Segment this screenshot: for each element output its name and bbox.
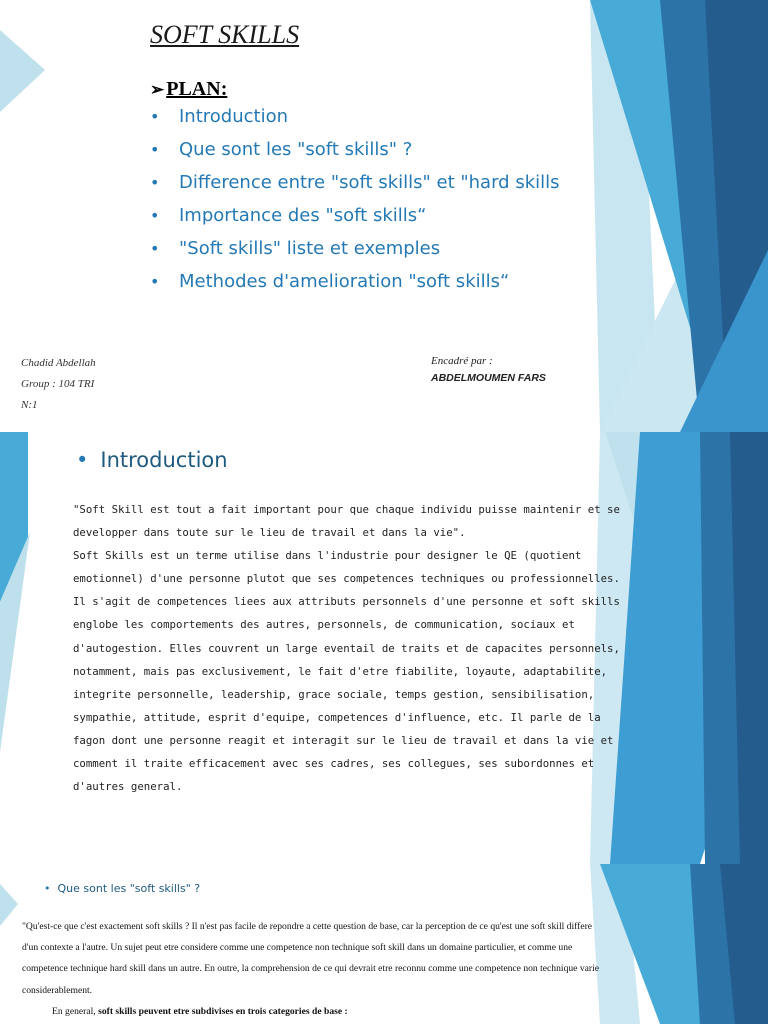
bullet-icon: •	[150, 272, 160, 291]
categories-intro: En general,	[52, 1005, 99, 1017]
plan-item	[150, 100, 560, 133]
plan-item-text: Difference entre "soft skills" et "hard skills	[179, 172, 560, 193]
presentation-title: SOFT SKILLS	[150, 20, 300, 49]
paragraph: Soft Skills est un terme utilise dans l'industrie pour designer le QE (quotient emotionnel) d'une personne plutot que ses competences techniques ou professionnelles.	[73, 549, 620, 586]
slide-definition	[0, 864, 768, 1024]
bullet-icon: •	[150, 173, 160, 192]
plan-item	[150, 232, 560, 265]
bullet-icon: •	[150, 239, 160, 258]
definition-body	[22, 916, 610, 1022]
plan-item-text: Importance des "soft skills“	[179, 205, 427, 226]
slide-introduction	[0, 432, 768, 864]
categories-bold: soft skills peuvent etre subdivises en trois categories de base :	[98, 1005, 348, 1017]
section-heading	[76, 448, 228, 472]
bullet-icon: •	[76, 448, 89, 472]
introduction-body	[73, 498, 621, 798]
plan-label: PLAN:	[166, 78, 228, 100]
bullet-icon: •	[44, 882, 51, 895]
plan-item	[150, 199, 560, 232]
bullet-icon: •	[150, 107, 160, 126]
deco-left-light-triangle	[0, 30, 45, 112]
paragraph-categories	[22, 1001, 610, 1022]
bullet-icon: •	[150, 206, 160, 225]
section-heading-text: Introduction	[100, 448, 228, 472]
author-info	[21, 353, 96, 416]
plan-item-text: Introduction	[179, 106, 289, 127]
bullet-icon: •	[150, 140, 160, 159]
plan-item	[150, 133, 560, 166]
slide-plan	[0, 0, 768, 432]
arrow-bullet-icon: ➢	[150, 80, 165, 99]
section-heading	[44, 882, 200, 895]
plan-item	[150, 166, 560, 199]
author-group: Group : 104 TRI	[21, 378, 95, 390]
author-name: Chadid Abdellah	[21, 357, 96, 369]
paragraph: "Qu'est-ce que c'est exactement soft skills ? Il n'est pas facile de repondre a cette question de base, car la perception de ce qu'est une soft skill differe d'un contexte a l'autre. Un sujet peut etre considere comme une competence non technique soft skill dans un domaine particulier, et comme une competence technique hard skill dans un autre. En outre, la comprehension de ce qui devrait etre reconnu comme une competence non technique varie considerablement.	[22, 921, 599, 996]
plan-heading	[150, 78, 227, 101]
plan-item-text: Que sont les "soft skills" ?	[179, 139, 413, 160]
paragraph: Il s'agit de competences liees aux attributs personnels d'une personne et soft skills englobe les comportements des autres, personnels, de communication, sociaux et d'autogestion. Elles couvrent un large eventail de traits et de capacites personnels, notamment, mais pas exclusivement, le fait d'etre fiabilite, loyaute, adaptabilite, integrite personnelle, leadership, grace sociale, temps gestion, sensibilisation, sympathie, attitude, esprit d'equipe, competences d'influence, etc. Il parle de la fagon dont une personne reagit et interagit sur le lieu de travail et dans la vie et comment il traite efficacement avec ses cadres, ses collegues, ses subordonnes et d'autres general.	[73, 595, 620, 794]
supervisor-name: ABDELMOUMEN FARS	[431, 372, 546, 384]
section-heading-text: Que sont les "soft skills" ?	[57, 882, 201, 895]
deco-left-light-triangle	[0, 884, 18, 926]
paragraph: "Soft Skill est tout a fait important pour que chaque individu puisse maintenir et se developper dans toute sur le lieu de travail et dans la vie".	[73, 503, 620, 540]
plan-item-text: Methodes d'amelioration "soft skills“	[179, 271, 510, 292]
plan-list	[150, 100, 560, 298]
supervisor-info	[431, 353, 546, 387]
supervisor-label: Encadré par :	[431, 355, 493, 367]
plan-item-text: "Soft skills" liste et exemples	[179, 238, 441, 259]
author-number: N:1	[21, 399, 38, 411]
plan-item	[150, 265, 560, 298]
